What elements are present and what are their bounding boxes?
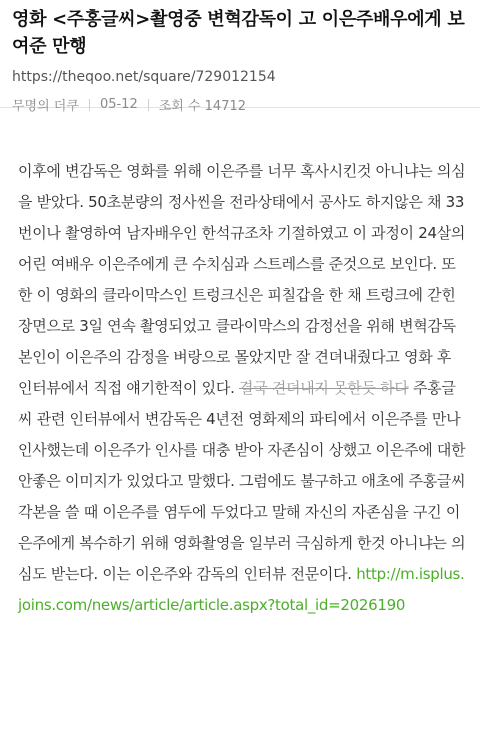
meta-divider	[148, 99, 149, 111]
strikethrough-text: 결국 견뎌내지 못한듯 하다	[239, 379, 409, 397]
author-name[interactable]: 무명의 더쿠	[12, 99, 79, 114]
post-body	[0, 108, 480, 621]
body-text: 이후에 변감독은 영화를 위해 이은주를 너무 혹사시킨것 아니냐는 의심을 받았다. 50초분량의 정사씬을 전라상태에서 공사도 하지않은 채 33번이나 촬영하여 남자배우인 한석규조차 기절하였고 이 과정이 24살의 어린 여배우 이은주에게 큰 수치심과 스트레스를 준것으로 보인다. 또한 이 영화의 클라이막스인 트렁크신은 피칠갑을 한 채 트렁크에 갇힌 장면으로 3일 연속 촬영되었고 클라이막스의 감정선을 위해 변혁감독 본인이 이은주의 감정을 벼랑으로 몰았지만 잘 견뎌내줬다고 영화 후 인터뷰에서 직접 얘기한적이 있다.	[18, 162, 466, 397]
post-url[interactable]: https://theqoo.net/square/729012154	[12, 69, 276, 85]
body-text-continued: 주홍글씨 관련 인터뷰에서 변감독은 4년전 영화제의 파티에서 이은주를 만나 인사했는데 이은주가 인사를 대충 받아 자존심이 상했고 이은주에 대한 안좋은 이미지가 있었다고 말했다. 그럼에도 불구하고 애초에 주홍글씨 각본을 쓸 때 이은주를 염두에 두었다고 말해 자신의 자존심을 구긴 이은주에게 복수하기 위해 영화촬영을 일부러 극심하게 한것 아니냐는 의심도 받는다. 이는 이은주와 감독의 인터뷰 전문이다.	[18, 379, 466, 583]
meta-divider	[89, 99, 90, 111]
article-link[interactable]: http://m.isplus.joins.com/news/article/article.aspx?total_id=2026190	[18, 565, 465, 614]
view-count: 조회 수 14712	[158, 99, 247, 114]
post-title: 영화 <주홍글씨>촬영중 변혁감독이 고 이은주배우에게 보여준 만행	[12, 9, 465, 57]
post-header	[0, 0, 480, 114]
post-date: 05-12	[99, 97, 138, 112]
